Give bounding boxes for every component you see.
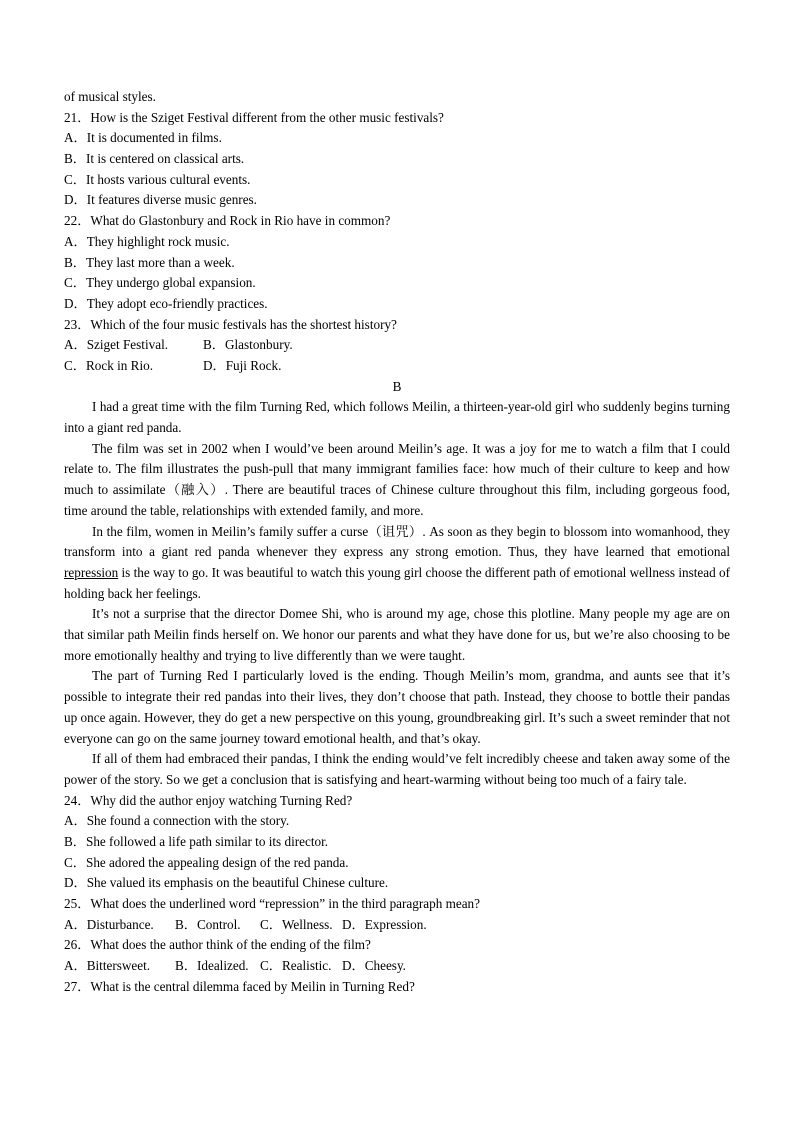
option-b: B．Glastonbury. — [203, 337, 293, 353]
option-a: A．Disturbance. — [64, 916, 154, 932]
passage-paragraph-6: If all of them had embraced their pandas, I think the ending would’ve felt incredibly cheese and taken away some of the power of the story. So we get a conclusion that is satisfying and heart-warming without being too much of a fairy tale. — [64, 751, 730, 787]
question-stem: 21．How is the Sziget Festival different from the other music festivals? — [64, 109, 444, 125]
option-a: A．Sziget Festival. — [64, 337, 169, 353]
question-stem: 24．Why did the author enjoy watching Turning Red? — [64, 792, 353, 808]
options-row — [64, 956, 730, 977]
option-c: C．She adored the appealing design of the red panda. — [64, 854, 349, 870]
question-stem: 23．Which of the four music festivals has the shortest history? — [64, 316, 397, 332]
underlined-word: repression — [64, 564, 119, 580]
option-a: A．It is documented in films. — [64, 130, 222, 146]
passage-paragraph-3 — [64, 522, 730, 605]
option-c: C．Rock in Rio. — [64, 357, 154, 373]
passage-paragraph-5: The part of Turning Red I particularly loved is the ending. Though Meilin’s mom, grandma, and aunts see that it’s possible to integrate their red pandas into their lives, they don’t choose that path. Instead, they choose to bottle their pandas up once again. However, they do get a new perspective on this young, groundbreaking girl. It’s such a sweet reminder that not everyone can go on the same journey toward emotional health, and that’s okay. — [64, 668, 730, 746]
question-21 — [64, 108, 730, 211]
option-d: D．It features diverse music genres. — [64, 192, 257, 208]
question-25 — [64, 894, 730, 935]
passage-paragraph-1: I had a great time with the film Turning Red, which follows Meilin, a thirteen-year-old girl who suddenly begins turning into a giant red panda. — [64, 399, 730, 436]
question-stem: 25．What does the underlined word “repression” in the third paragraph mean? — [64, 896, 480, 912]
paragraph-text: is the way to go. It was beautiful to watch this young girl choose the different path of emotional wellness instead of holding back her feelings. — [64, 564, 730, 601]
option-c: C．It hosts various cultural events. — [64, 171, 251, 187]
question-stem: 27．What is the central dilemma faced by Meilin in Turning Red? — [64, 978, 415, 994]
reading-passage — [64, 397, 730, 790]
option-b: B．She followed a life path similar to its director. — [64, 834, 329, 850]
options-row — [64, 915, 730, 936]
passage-paragraph-2: The film was set in 2002 when I would’ve been around Meilin’s age. It was a joy for me to watch a film that I could relate to. The film illustrates the push-pull that many immigrant families face: how much of their culture to keep and how much to assimilate（融入）. There are beautiful traces of Chinese culture throughout this film, including gorgeous food, time around the table, relationships with extended family, and more. — [64, 440, 730, 518]
question-stem: 26．What does the author think of the ending of the film? — [64, 937, 371, 953]
question-24 — [64, 791, 730, 894]
options-row — [64, 356, 730, 377]
question-26 — [64, 935, 730, 976]
option-c: C．They undergo global expansion. — [64, 275, 256, 291]
options-row — [64, 335, 730, 356]
paragraph-text: In the film, women in Meilin’s family suffer a curse（诅咒）. As soon as they begin to blossom into womanhood, they transform into a giant red panda whenever they express any strong emotion. Thus, they have learned that emotional — [64, 523, 730, 560]
section-heading: B — [392, 378, 402, 394]
option-b: B．Control. — [175, 916, 241, 932]
page-content — [64, 87, 730, 998]
option-c: C．Realistic. — [260, 958, 332, 974]
question-22 — [64, 211, 730, 314]
option-b: B．It is centered on classical arts. — [64, 151, 245, 167]
continued-text: of musical styles. — [64, 89, 156, 104]
question-stem: 22．What do Glastonbury and Rock in Rio have in common? — [64, 213, 391, 229]
option-d: D．Expression. — [342, 916, 427, 932]
option-c: C．Wellness. — [260, 916, 333, 932]
option-d: D．They adopt eco-friendly practices. — [64, 295, 268, 311]
question-27 — [64, 977, 730, 998]
option-d: D．Cheesy. — [342, 958, 406, 974]
option-d: D．She valued its emphasis on the beautiful Chinese culture. — [64, 875, 389, 891]
question-23 — [64, 315, 730, 377]
option-a: A．Bittersweet. — [64, 958, 151, 974]
option-b: B．They last more than a week. — [64, 254, 235, 270]
option-b: B．Idealized. — [175, 958, 249, 974]
option-a: A．She found a connection with the story. — [64, 813, 290, 829]
passage-paragraph-4: It’s not a surprise that the director Domee Shi, who is around my age, chose this plotline. Many people my age are on that similar path Meilin finds herself on. We honor our parents and what they have done for us, but we’re also choosing to be more emotionally healthy and trying to live differently than we were taught. — [64, 606, 730, 663]
option-d: D．Fuji Rock. — [203, 357, 282, 373]
option-a: A．They highlight rock music. — [64, 233, 230, 249]
